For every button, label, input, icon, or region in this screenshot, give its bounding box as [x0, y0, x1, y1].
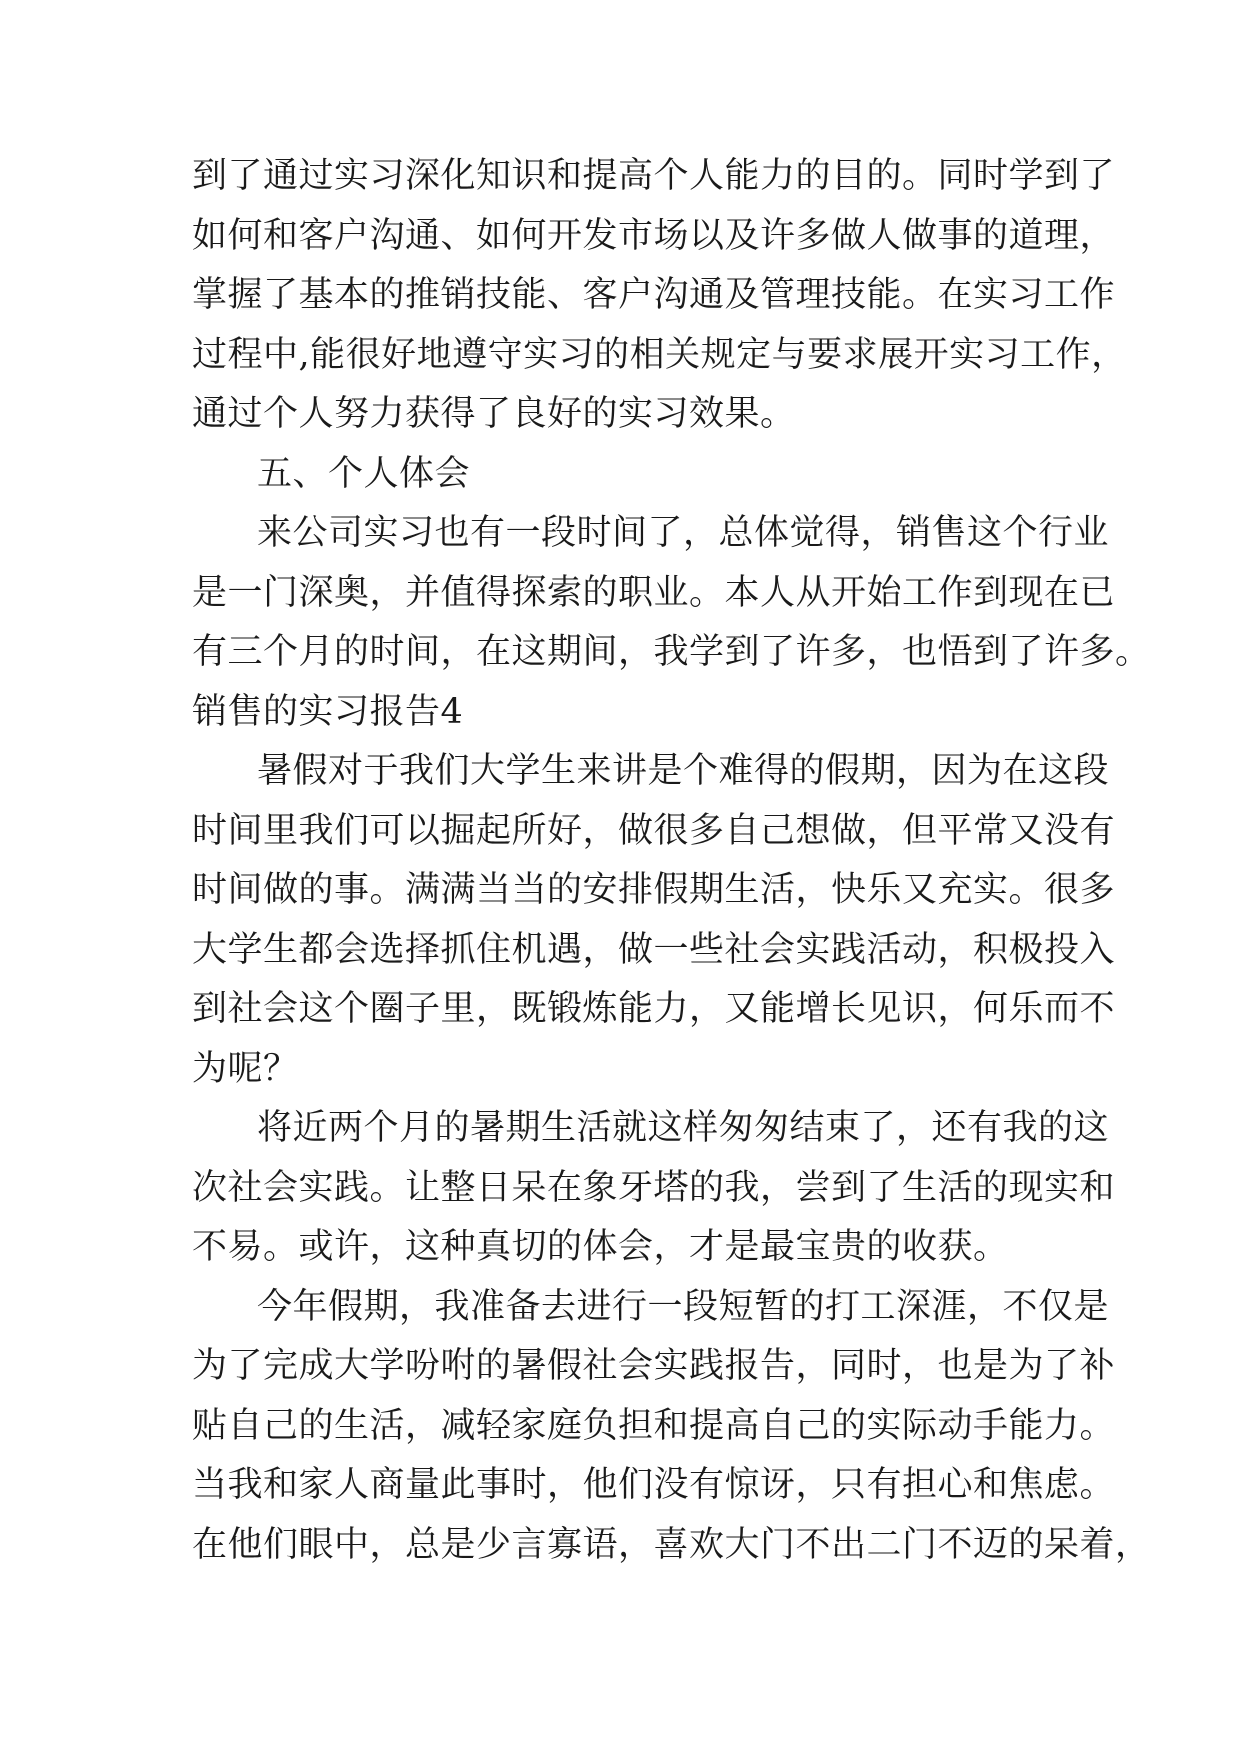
text-line: 来公司实习也有一段时间了，总体觉得，销售这个行业	[257, 513, 1110, 553]
text-line: 贴自己的生活，减轻家庭负担和提高自己的实际动手能力。	[192, 1406, 1116, 1446]
text-line: 时间做的事。满满当当的安排假期生活，快乐又充实。很多	[192, 870, 1116, 910]
text-line: 不易。或许，这种真切的体会，才是最宝贵的收获。	[192, 1227, 1009, 1267]
text-line: 在他们眼中，总是少言寡语，喜欢大门不出二门不迈的呆着，	[192, 1525, 1151, 1565]
text-line: 为呢？	[192, 1049, 299, 1089]
text-line: 当我和家人商量此事时，他们没有惊讶，只有担心和焦虑。	[192, 1465, 1116, 1505]
text-line: 通过个人努力获得了良好的实习效果。	[192, 394, 796, 434]
text-line: 今年假期，我准备去进行一段短暂的打工深涯，不仅是	[257, 1287, 1110, 1327]
text-line: 有三个月的时间，在这期间，我学到了许多，也悟到了许多。	[192, 632, 1151, 672]
text-line: 到了通过实习深化知识和提高个人能力的目的。同时学到了	[192, 156, 1116, 196]
text-line: 是一门深奥，并值得探索的职业。本人从开始工作到现在已	[192, 573, 1116, 613]
text-line: 时间里我们可以掘起所好，做很多自己想做，但平常又没有	[192, 811, 1116, 851]
section-heading: 五、个人体会	[257, 454, 471, 494]
report-title: 销售的实习报告4	[192, 692, 464, 732]
text-line: 次社会实践。让整日呆在象牙塔的我，尝到了生活的现实和	[192, 1168, 1116, 1208]
text-line: 将近两个月的暑期生活就这样匆匆结束了，还有我的这	[257, 1108, 1110, 1148]
text-line: 大学生都会选择抓住机遇，做一些社会实践活动，积极投入	[192, 930, 1116, 970]
text-line: 到社会这个圈子里，既锻炼能力，又能增长见识，何乐而不	[192, 989, 1116, 1029]
text-line: 如何和客户沟通、如何开发市场以及许多做人做事的道理，	[192, 216, 1116, 256]
text-line: 过程中,能很好地遵守实习的相关规定与要求展开实习工作，	[192, 335, 1127, 375]
text-line: 暑假对于我们大学生来讲是个难得的假期，因为在这段	[257, 751, 1110, 791]
text-line: 掌握了基本的推销技能、客户沟通及管理技能。在实习工作	[192, 275, 1116, 315]
text-line: 为了完成大学吩咐的暑假社会实践报告，同时，也是为了补	[192, 1346, 1116, 1386]
